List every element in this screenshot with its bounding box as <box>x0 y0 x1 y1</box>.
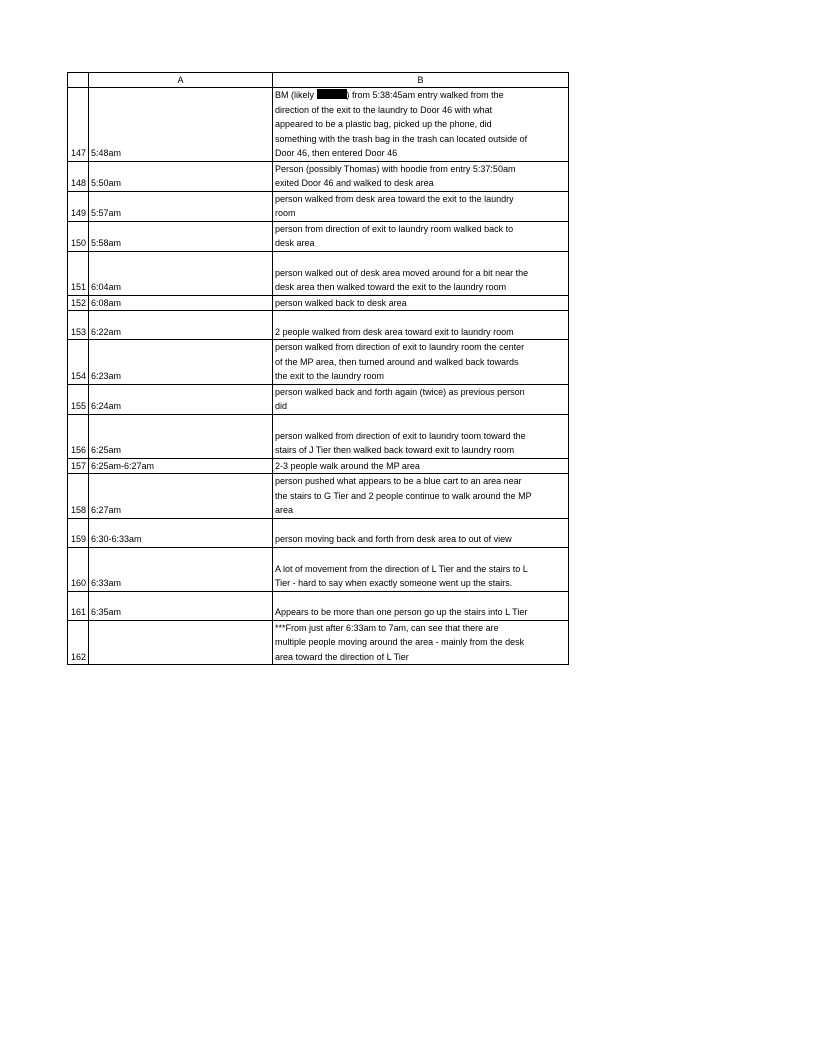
table-row <box>68 547 569 591</box>
cell-line: desk area <box>275 238 315 248</box>
row-number[interactable]: 147 <box>68 88 89 162</box>
row-number[interactable]: 156 <box>68 414 89 458</box>
row-number[interactable]: 161 <box>68 591 89 620</box>
row-number[interactable]: 158 <box>68 474 89 519</box>
cell-line: 2 people walked from desk area toward exit to laundry room <box>275 326 514 337</box>
cell-line: person walked from desk area toward the exit to the laundry <box>275 193 514 204</box>
cell-line: Appears to be more than one person go up the stairs into L Tier <box>275 607 528 617</box>
cell-b[interactable] <box>273 591 569 620</box>
row-number[interactable]: 159 <box>68 518 89 547</box>
cell-a[interactable]: 6:33am <box>89 547 273 591</box>
cell-line: person walked from direction of exit to laundry room the center <box>275 342 525 352</box>
column-header-row <box>68 73 569 88</box>
cell-line: BM (likely <box>275 90 315 100</box>
cell-a[interactable] <box>89 620 273 665</box>
cell-line: person moving back and forth from desk area to out of view <box>275 534 512 544</box>
cell-b[interactable] <box>273 161 569 191</box>
cell-line: person walked out of desk area moved around for a bit near the <box>275 267 529 278</box>
table-row <box>68 620 569 665</box>
cell-b[interactable] <box>273 384 569 414</box>
cell-a[interactable]: 6:30-6:33am <box>89 518 273 547</box>
cell-line: Person (possibly Thomas) with hoodie from entry 5:37:50am <box>275 163 516 174</box>
cell-line: person pushed what appears to be a blue cart to an area near <box>275 476 522 486</box>
row-number[interactable]: 153 <box>68 311 89 340</box>
cell-a[interactable]: 5:58am <box>89 221 273 251</box>
cell-a[interactable]: 5:48am <box>89 88 273 162</box>
table-row <box>68 251 569 295</box>
cell-a[interactable]: 6:35am <box>89 591 273 620</box>
cell-a[interactable]: 6:22am <box>89 311 273 340</box>
cell-line: the exit to the laundry room <box>275 371 385 381</box>
table-row <box>68 295 569 311</box>
cell-line: person walked back and forth again (twice) as previous person <box>275 386 525 397</box>
row-number[interactable]: 151 <box>68 251 89 295</box>
table-row <box>68 414 569 458</box>
cell-b[interactable] <box>273 88 569 162</box>
cell-a[interactable]: 6:24am <box>89 384 273 414</box>
cell-line: desk area then walked toward the exit to the laundry room <box>275 282 507 292</box>
redaction-box <box>317 89 347 99</box>
cell-line: appeared to be a plastic bag, picked up the phone, did <box>275 119 492 129</box>
cell-line: person walked from direction of exit to laundry toom toward the <box>275 430 526 441</box>
cell-b[interactable] <box>273 620 569 665</box>
row-number[interactable]: 162 <box>68 620 89 665</box>
cell-line: ) from 5:38:45am entry walked from the <box>346 90 504 100</box>
cell-line: of the MP area, then turned around and walked back towards <box>275 356 519 367</box>
cell-line: did <box>275 401 288 411</box>
table-row <box>68 311 569 340</box>
row-number[interactable]: 155 <box>68 384 89 414</box>
row-number[interactable]: 160 <box>68 547 89 591</box>
table-row <box>68 384 569 414</box>
cell-a[interactable]: 6:25am-6:27am <box>89 458 273 474</box>
row-number[interactable]: 150 <box>68 221 89 251</box>
cell-line: area toward the direction of L Tier <box>275 651 409 662</box>
cell-b[interactable] <box>273 221 569 251</box>
table-row <box>68 161 569 191</box>
cell-b[interactable] <box>273 295 569 311</box>
cell-b[interactable] <box>273 340 569 385</box>
table-row <box>68 340 569 385</box>
cell-line: Tier - hard to say when exactly someone went up the stairs. <box>275 578 513 588</box>
row-number[interactable]: 149 <box>68 191 89 221</box>
table-row <box>68 88 569 162</box>
cell-line: person walked back to desk area <box>275 297 407 308</box>
cell-line: multiple people moving around the area - mainly from the desk <box>275 637 525 647</box>
cell-b[interactable] <box>273 251 569 295</box>
column-header-a[interactable]: A <box>89 73 273 88</box>
cell-line: area <box>275 505 294 515</box>
row-number[interactable]: 157 <box>68 458 89 474</box>
column-header-b[interactable]: B <box>273 73 569 88</box>
cell-b[interactable] <box>273 414 569 458</box>
cell-line: A lot of movement from the direction of L Tier and the stairs to L <box>275 563 528 574</box>
cell-line: person from direction of exit to laundry room walked back to <box>275 223 514 234</box>
cell-a[interactable]: 6:08am <box>89 295 273 311</box>
cell-a[interactable]: 6:27am <box>89 474 273 519</box>
cell-b[interactable] <box>273 311 569 340</box>
cell-b[interactable] <box>273 458 569 474</box>
cell-a[interactable]: 6:25am <box>89 414 273 458</box>
cell-line: Door 46, then entered Door 46 <box>275 148 398 158</box>
cell-b[interactable] <box>273 191 569 221</box>
spreadsheet-table <box>67 72 569 665</box>
table-row <box>68 221 569 251</box>
table-row <box>68 591 569 620</box>
cell-line: direction of the exit to the laundry to Door 46 with what <box>275 104 493 115</box>
row-number[interactable]: 148 <box>68 161 89 191</box>
cell-a[interactable]: 6:04am <box>89 251 273 295</box>
table-row <box>68 458 569 474</box>
cell-b[interactable] <box>273 474 569 519</box>
corner-cell[interactable] <box>68 73 89 88</box>
table-row <box>68 474 569 519</box>
cell-line: ***From just after 6:33am to 7am, can see that there are <box>275 622 499 633</box>
row-number[interactable]: 152 <box>68 295 89 311</box>
cell-a[interactable]: 5:50am <box>89 161 273 191</box>
row-number[interactable]: 154 <box>68 340 89 385</box>
cell-line: stairs of J Tier then walked back toward exit to laundry room <box>275 445 515 455</box>
cell-line: 2-3 people walk around the MP area <box>275 460 420 471</box>
cell-b[interactable] <box>273 547 569 591</box>
cell-a[interactable]: 6:23am <box>89 340 273 385</box>
cell-line: something with the trash bag in the trash can located outside of <box>275 133 528 144</box>
cell-line: the stairs to G Tier and 2 people continue to walk around the MP <box>275 490 532 501</box>
table-row <box>68 518 569 547</box>
cell-line: exited Door 46 and walked to desk area <box>275 178 434 188</box>
table-row <box>68 191 569 221</box>
cell-b[interactable] <box>273 518 569 547</box>
cell-a[interactable]: 5:57am <box>89 191 273 221</box>
cell-line: room <box>275 208 296 218</box>
